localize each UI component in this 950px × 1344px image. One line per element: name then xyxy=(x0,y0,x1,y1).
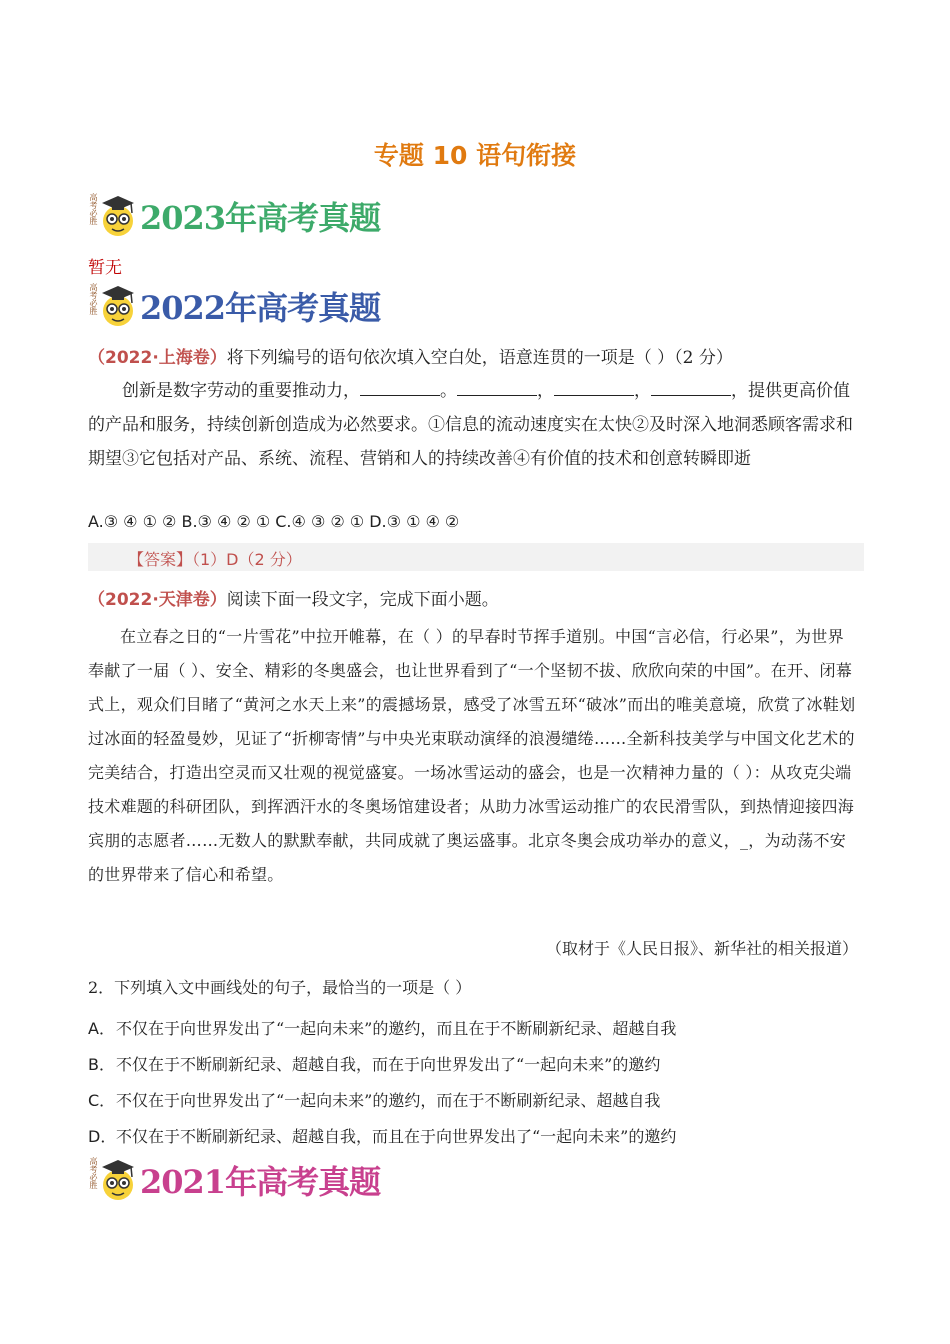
q2-source: （2022·天津卷） xyxy=(88,590,227,610)
answer-bar xyxy=(88,543,864,571)
owl-badge-icon xyxy=(88,1157,140,1203)
q1-passage-end: ，提供更高价值的产品和服务，持续创新创造成为必然要求。①信息的流动速度实在太快②及时深入地洞悉顾客需求和期望③它包括对产品、系统、流程、营销和人的持续改善④有价值的技术和创意转瞬即逝 xyxy=(88,381,853,469)
q2-stem: 阅读下面一段文字，完成下面小题。 xyxy=(226,590,499,610)
choice-b xyxy=(88,1052,660,1075)
choice-c xyxy=(88,1088,660,1111)
q1-options: A.③ ④ ① ② B.③ ④ ② ① C.④ ③ ② ① D.③ ① ④ ② xyxy=(88,512,460,531)
section-title-2021: 2021年高考真题 xyxy=(140,1163,381,1201)
choice-label: A． xyxy=(88,1019,115,1038)
choice-label: D． xyxy=(88,1127,117,1146)
choice-d xyxy=(88,1124,676,1147)
answer-text: 【答案】（1）D（2 分） xyxy=(128,550,302,569)
q2-attribution: （取材于《人民日报》、新华社的相关报道） xyxy=(545,939,858,958)
blank-1 xyxy=(360,379,440,396)
q1-sep-3: ， xyxy=(634,381,651,401)
q1-stem-line xyxy=(88,343,733,368)
choice-text: 不仅在于向世界发出了“一起向未来”的邀约，而且在于不断刷新纪录、超越自我 xyxy=(116,1019,677,1038)
q1-sep-2: ， xyxy=(537,381,554,401)
choice-text: 不仅在于向世界发出了“一起向未来”的邀约，而在于不断刷新纪录、超越自我 xyxy=(116,1091,661,1110)
q1-source: （2022·上海卷） xyxy=(88,348,227,368)
q1-sep-1: 。 xyxy=(440,381,457,401)
q2-question: 2．下列填入文中画线处的句子，最恰当的一项是（ ） xyxy=(88,978,472,997)
section-title-2022: 2022年高考真题 xyxy=(140,289,381,327)
choice-label: C． xyxy=(88,1091,116,1110)
choice-label: B． xyxy=(88,1055,115,1074)
page-title: 专题 10 语句衔接 xyxy=(373,141,577,170)
q1-passage-start: 创新是数字劳动的重要推动力， xyxy=(122,381,360,401)
q1-passage xyxy=(88,374,858,476)
none-text: 暂无 xyxy=(88,258,122,278)
badge-text: 高考必胜 xyxy=(89,283,98,315)
choice-text: 不仅在于不断刷新纪录、超越自我，而且在于向世界发出了“一起向未来”的邀约 xyxy=(116,1127,677,1146)
section-header-2023 xyxy=(88,192,380,240)
badge-text: 高考必胜 xyxy=(89,193,98,225)
section-header-2021 xyxy=(88,1156,380,1204)
choice-text: 不仅在于不断刷新纪录、超越自我，而在于向世界发出了“一起向未来”的邀约 xyxy=(116,1055,661,1074)
q2-passage: 在立春之日的“一片雪花”中拉开帷幕，在（ ）的早春时节挥手道别。中国“言必信，行必果”，为世界奉献了一届（ ）、安全、精彩的冬奥盛会，也让世界看到了“一个坚韧不拔、欣欣向荣的中国”。在开、闭幕式上，观众们目睹了“黄河之水天上来”的震撼场景，感受了冰雪五环“破冰”而出的唯美意境，欣赏了冰鞋划过冰面的轻盈曼妙，见证了“折柳寄情”与中央光束联动演绎的浪漫缱绻……全新科技美学与中国文化艺术的完美结合，打造出空灵而又壮观的视觉盛宴。一场冰雪运动的盛会，也是一次精神力量的（ ）：从攻克尖端技术难题的科研团队，到挥洒汗水的冬奥场馆建设者；从助力冰雪运动推广的农民滑雪队，到热情迎接四海宾朋的志愿者……无数人的默默奉献，共同成就了奥运盛事。北京冬奥会成功举办的意义，_，为动荡不安的世界带来了信心和希望。 xyxy=(88,627,856,884)
blank-3 xyxy=(554,379,634,396)
owl-badge-icon xyxy=(88,193,140,239)
owl-badge-icon xyxy=(88,283,140,329)
blank-4 xyxy=(651,379,731,396)
q1-stem: 将下列编号的语句依次填入空白处，语意连贯的一项是（ ）（2 分） xyxy=(226,348,733,368)
blank-2 xyxy=(457,379,537,396)
choice-a xyxy=(88,1016,676,1039)
section-header-2022 xyxy=(88,282,380,330)
q2-stem-line xyxy=(88,585,499,610)
badge-text: 高考必胜 xyxy=(89,1157,98,1189)
section-title-2023: 2023年高考真题 xyxy=(140,199,381,237)
